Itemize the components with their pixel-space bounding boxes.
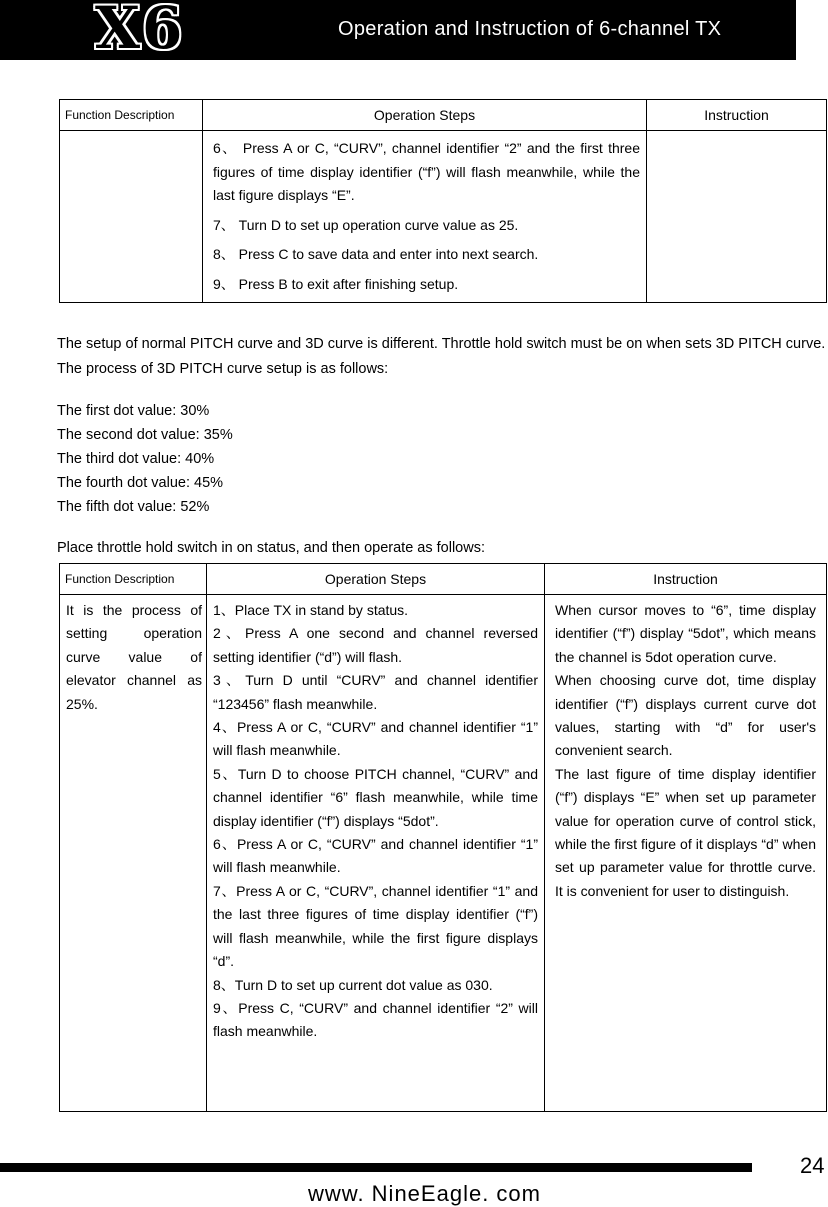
dot-value-line: The third dot value: 40% <box>57 451 215 467</box>
dot-value-line: The fourth dot value: 45% <box>57 475 224 491</box>
step-item: 6、Press A or C, “CURV” and channel identifier “1” will flash meanwhile. <box>213 836 538 876</box>
place-instruction-text: Place throttle hold switch in on status, and then operate as follows: <box>57 540 485 556</box>
instruction-cell <box>545 595 827 1112</box>
instruction-cell <box>647 131 827 303</box>
instruction-paragraph: The last figure of time display identifier (“f”) displays “E” when set up parameter value for operation curve of control stick, while the first figure of it displays “d” when set up parameter value for throttle curve. It is convenient for user to distinguish. <box>555 765 816 899</box>
operation-steps-cell <box>203 131 647 303</box>
header-operation-steps: Operation Steps <box>203 100 647 131</box>
header-function-description: Function Description <box>60 100 203 131</box>
footer-rule <box>0 1163 752 1172</box>
step-item: 1、Place TX in stand by status. <box>213 602 409 618</box>
header-instruction: Instruction <box>545 564 827 595</box>
step-item: 2、Press A one second and channel reversed setting identifier (“d”) will flash. <box>213 625 538 665</box>
header-bar <box>0 0 796 60</box>
function-description-cell <box>60 131 203 303</box>
header-instruction: Instruction <box>647 100 827 131</box>
dot-value-line: The fifth dot value: 52% <box>57 499 210 515</box>
step-item: 8、 Press C to save data and enter into next search. <box>213 246 539 262</box>
page-number: 24 <box>800 1153 825 1178</box>
function-description-text: It is the process of setting operation curve value of elevator channel as 25%. <box>66 602 202 712</box>
step-item: 8、Turn D to set up current dot value as 030. <box>213 976 493 993</box>
table-3d-pitch-curve-setup <box>59 563 827 1112</box>
operation-steps-cell <box>207 595 545 1112</box>
step-item: 9、 Press B to exit after finishing setup. <box>213 275 459 292</box>
function-description-cell <box>60 595 207 1112</box>
table-header-row <box>60 564 827 595</box>
step-item: 4、Press A or C, “CURV” and channel identifier “1” will flash meanwhile. <box>213 719 538 759</box>
x6-logo: X6 <box>95 0 185 62</box>
intro-paragraph: The setup of normal PITCH curve and 3D curve is different. Throttle hold switch must be on when sets 3D PITCH curve. The process of 3D PITCH curve setup is as follows: <box>57 336 826 377</box>
table-curve-setup-continued <box>59 99 827 303</box>
table-row <box>60 595 827 1112</box>
header-title: Operation and Instruction of 6-channel TX <box>338 18 722 40</box>
step-item: 6、 Press A or C, “CURV”, channel identifier “2” and the first three figures of time display identifier (“f”) will flash meanwhile, while the last figure displays “E”. <box>213 140 640 203</box>
step-item: 3、Turn D until “CURV” and channel identifier “123456” flash meanwhile. <box>213 672 538 712</box>
step-item: 7、Press A or C, “CURV”, channel identifier “1” and the last three figures of time display identifier (“f”) will flash meanwhile, while the first figure displays “d”. <box>213 882 538 970</box>
header-function-description: Function Description <box>60 564 207 595</box>
dot-value-line: The first dot value: 30% <box>57 403 210 419</box>
instruction-paragraph: When cursor moves to “6”, time display identifier (“f”) display “5dot”, which means the channel is 5dot operation curve. <box>555 602 816 665</box>
header-operation-steps: Operation Steps <box>207 564 545 595</box>
instruction-paragraph: When choosing curve dot, time display identifier (“f”) displays current curve dot values, starting with “d” for user's convenient search. <box>555 672 816 759</box>
step-item: 5、Turn D to choose PITCH channel, “CURV” and channel identifier “6” flash meanwhile, while time display identifier (“f”) displays “5dot”. <box>213 765 538 829</box>
table-row <box>60 131 827 303</box>
table-header-row <box>60 100 827 131</box>
dot-value-line: The second dot value: 35% <box>57 427 233 443</box>
footer-url: www. NineEagle. com <box>308 1181 541 1206</box>
step-item: 9、Press C, “CURV” and channel identifier “2” will flash meanwhile. <box>213 999 538 1040</box>
step-item: 7、 Turn D to set up operation curve value as 25. <box>213 216 519 233</box>
